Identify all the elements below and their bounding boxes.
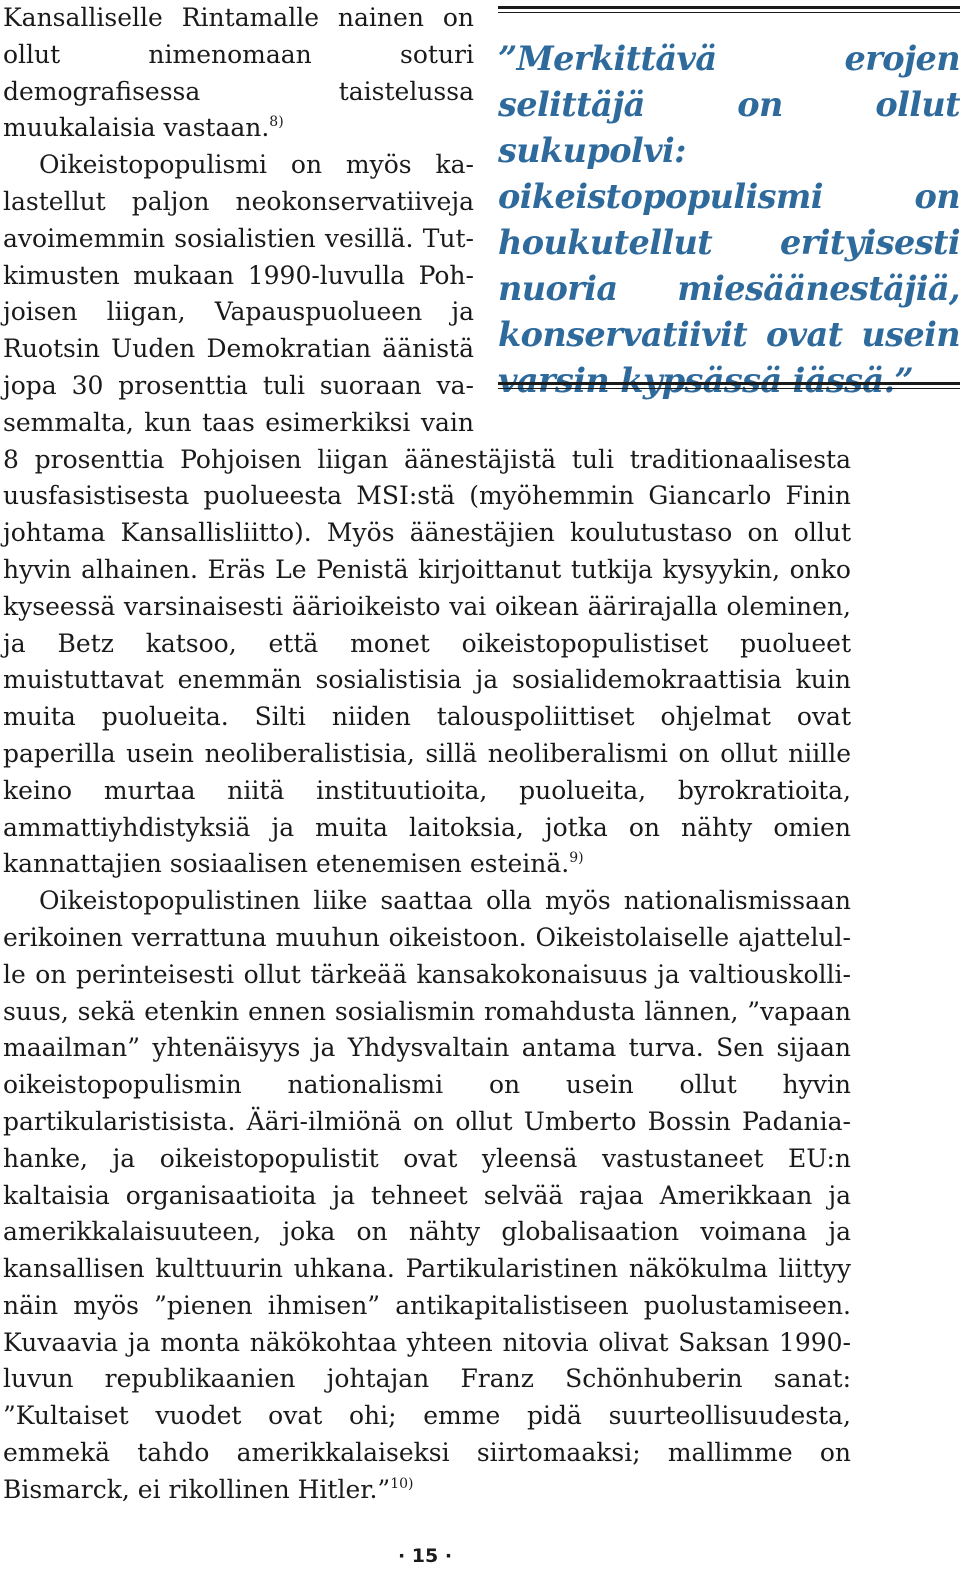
pull-quote-bottom-rule [498,382,960,389]
pull-quote [498,0,960,420]
paragraph-3 [3,883,851,1509]
paragraph-text: Oikeistopopulistinen liike saattaa olla myös nationalismissaan erikoinen verrattuna muuhun oikeistoon. Oikeistolaiselle ajattelulle on perinteisesti ollut tärkeää kansakokonaisuus ja valtiouskollisuus, sekä etenkin ennen sosialismin romahdusta lännen, ”vapaan maailman” yhtenäisyys ja Yhdysvaltain antama turva. Sen sijaan oikeistopopulismin nationalismi on usein ollut hyvin partikularistisista. Ääri-ilmiönä on ollut Umberto Bossin Padania-hanke, ja oikeistopopulistit ovat yleensä vastustaneet EU:n kaltaisia organisaatioita ja tehneet selvää rajaa Amerikkaan ja amerikkalaisuuteen, joka on nähty globalisaation voimana ja kansallisen kulttuurin uhkana. Partikularistinen näkökulma liittyy näin myös ”pienen ihmisen” antikapitalistiseen puolustamiseen. Kuvaavia ja monta näkökohtaa yhteen nitovia olivat Saksan 1990-luvun republikaanien johtajan Franz Schönhuberin sanat: ”Kultaiset vuodet ovat ohi; emme pidä suurteollisuudesta, emmekä tahdo amerikkalaiseksi siirtomaaksi; mallimme on Bismarck, ei rikollinen Hitler.” [3,886,851,1504]
footnote-marker: 9) [569,850,584,867]
pull-quote-text: ”Merkittävä erojen selittäjä on ollut sukupolvi: oikeistopopulismi on houkutellut erityisesti nuoria miesäänestäjiä, konservatiivit ovat usein varsin kypsässä iässä.” [498,39,960,400]
footnote-marker: 8) [269,114,284,131]
page-number: · 15 · [397,1545,453,1567]
article-body [3,0,960,1509]
footnote-marker: 10) [390,1475,414,1492]
pull-quote-top-rule [498,6,960,13]
paragraph-text: Kansalliselle Rintamalle nainen on ollut nimenomaan soturi demografisessa taistelussa muukalaisia vastaan. [3,3,474,143]
paragraph-text: Oikeistopopulismi on myös kalastellut paljon neokonservatiiveja avoimemmin sosialistien vesillä. Tutkimusten mukaan 1990-luvulla Pohjoisen liigan, Vapauspuolueen ja Ruotsin Uuden Demokratian äänistä jopa 30 prosenttia tuli suoraan vasemmalta, kun taas esimerkiksi vain 8 prosenttia Pohjoisen liigan äänestäjistä tuli traditionaalisesta uusfasistisesta puolueesta MSI:stä (myöhemmin Giancarlo Finin johtama Kansallisliitto). Myös äänestäjien koulutustaso on ollut hyvin alhainen. Eräs Le Penistä kirjoittanut tutkija kysyykin, onko kyseessä varsinaisesti äärioikeisto vai oikean äärirajalla oleminen, ja Betz katsoo, että monet oikeistopopulistiset puolueet muistuttavat enemmän sosialistisia ja sosialidemokraattisia kuin muita puolueita. Silti niiden talouspoliittiset ohjelmat ovat paperilla usein neoliberalistisia, sillä neoliberalismi on ollut niille keino murtaa niitä instituutioita, puolueita, byrokratioita, ammattiyhdistyksiä ja muita laitoksia, jotka on nähty omien kannattajien sosiaalisen etenemisen esteinä. [3,150,851,879]
